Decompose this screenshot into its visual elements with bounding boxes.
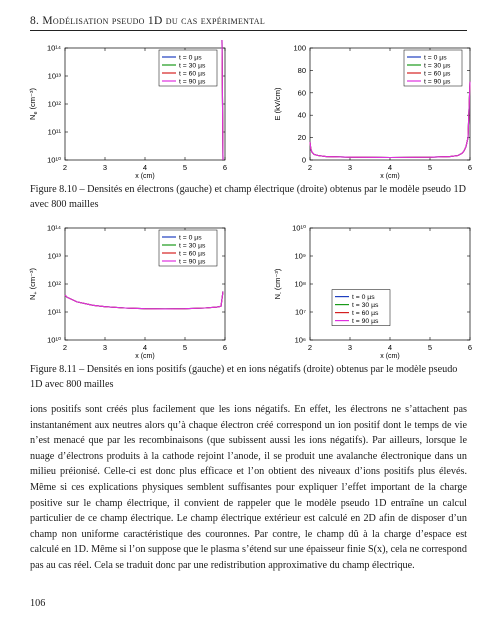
legend-label: t = 0 µs (179, 54, 202, 62)
figure-caption-8-10: Figure 8.10 – Densités en électrons (gauche) et champ électrique (droite) obtenus par le modèle pseudo 1D avec 800 mailles (30, 184, 466, 210)
series-line-1 (310, 82, 470, 158)
x-tick-label: 4 (142, 163, 148, 172)
legend-label: t = 0 µs (179, 234, 202, 242)
y-axis-label (273, 87, 282, 120)
x-axis-label: x (cm) (380, 173, 400, 180)
x-tick-label: 6 (467, 343, 473, 352)
figure-caption-8-11: Figure 8.11 – Densités en ions positifs (gauche) et en ions négatifs (droite) obtenus par le modèle pseudo 1D avec 800 mailles (30, 364, 458, 390)
running-head: 8. Modélisation pseudo 1D du cas expérimental (30, 15, 266, 27)
y-axis-label (28, 88, 39, 120)
y-axis-label-main: N (28, 114, 37, 120)
y-axis-label (28, 267, 39, 300)
legend-label: t = 60 µs (424, 70, 451, 78)
y-tick-label: 10¹⁰ (292, 223, 306, 233)
series-line-2 (65, 291, 223, 309)
y-tick-label: 10¹⁰ (47, 335, 61, 345)
series-line-1 (65, 291, 223, 309)
x-tick-label: 5 (427, 163, 433, 172)
y-tick-label: 100 (293, 43, 306, 53)
y-tick-label: 10¹⁴ (46, 43, 61, 53)
legend-label: t = 90 µs (179, 258, 206, 266)
x-tick-label: 3 (102, 343, 108, 352)
legend-label: t = 60 µs (179, 70, 206, 78)
legend-label: t = 60 µs (179, 250, 206, 258)
y-tick-label: 10¹⁰ (47, 155, 61, 165)
y-tick-label: 10⁸ (294, 279, 306, 289)
y-axis-label-main: N (273, 293, 282, 300)
series-line-3 (310, 82, 470, 158)
legend-label: t = 30 µs (424, 62, 451, 70)
legend-label: t = 90 µs (179, 78, 206, 86)
x-tick-label: 6 (222, 163, 228, 172)
y-axis-label-unit: (cm⁻³) (28, 267, 37, 290)
body-paragraph: ions positifs sont créés plus facilement que les ions négatifs. En effet, les électrons ne s’attachent pas instantanément aux neutres alors qu’à chaque électron créé correspond un ion positif dont le temps de vie n’est menacé que par les recombinaisons (que subissent aussi les ions négatifs). Par ailleurs, lorsque le nuage d’électrons produits à la cathode rejoint l’anode, il se produit une avalanche électronique dans un milieu préionisé. Celle-ci est donc plus efficace et l’on obtient des niveaux d’ions positifs plus élevés. Même si ces explications physiques semblent suffisantes pour expliquer l’effet important de la charge positive sur le champ électrique, il convient de rappeler que le modèle pseudo 1D entraîne un calcul particulier de ce champ électrique. Le champ électrique extérieur est calculé en 2D afin de disposer d’un champ non uniforme caractéristique des couronnes. Par contre, le champ dû à la charge d’espace est calculé en 1D. Même si l’on suppose que le plasma s’étend sur une épaisseur finie S(x), cela ne correspond pas au cas réel. Cela se traduit donc par une redistribution approximative du champ électrique. (30, 404, 467, 571)
y-axis-label (273, 268, 284, 299)
chart-positive-ion-density (0, 220, 245, 360)
legend-label: t = 0 µs (424, 54, 447, 62)
y-tick-label: 10¹³ (47, 251, 61, 261)
y-tick-label: 10¹² (47, 99, 61, 109)
x-axis-label: x (cm) (135, 353, 155, 360)
x-axis-label: x (cm) (380, 353, 400, 360)
x-tick-label: 2 (307, 343, 313, 352)
chart-negative-ion-density (245, 220, 495, 360)
y-tick-label: 10¹⁴ (46, 223, 61, 233)
x-tick-label: 2 (62, 343, 68, 352)
chart-electron-density (0, 40, 245, 180)
y-tick-label: 60 (297, 88, 306, 98)
x-tick-label: 2 (307, 163, 313, 172)
y-tick-label: 20 (297, 133, 306, 143)
x-tick-label: 3 (347, 163, 353, 172)
header-rule (30, 30, 467, 31)
y-axis-label-unit: (cm⁻³) (273, 268, 282, 291)
x-tick-label: 6 (222, 343, 228, 352)
legend-label: t = 30 µs (179, 242, 206, 250)
x-axis-label: x (cm) (135, 173, 155, 180)
x-tick-label: 5 (182, 163, 188, 172)
series-line-0 (65, 291, 223, 309)
y-axis-label-sub: e (33, 111, 39, 115)
x-tick-label: 3 (102, 163, 108, 172)
x-tick-label: 4 (387, 343, 393, 352)
legend-label: t = 30 µs (352, 302, 379, 310)
y-axis-label-main: E (kV/cm) (273, 87, 282, 121)
y-tick-label: 10¹³ (47, 71, 61, 81)
y-axis-label-sub: - (278, 292, 284, 294)
x-tick-label: 5 (427, 343, 433, 352)
x-tick-label: 5 (182, 343, 188, 352)
legend-label: t = 90 µs (352, 318, 379, 326)
page-number: 106 (30, 598, 46, 609)
legend-label: t = 30 µs (179, 62, 206, 70)
x-tick-label: 4 (142, 343, 148, 352)
y-tick-label: 10¹² (47, 279, 61, 289)
legend-label: t = 0 µs (352, 294, 375, 302)
y-tick-label: 80 (297, 65, 306, 75)
y-axis-label-unit: (cm⁻³) (28, 88, 37, 110)
x-tick-label: 4 (387, 163, 393, 172)
x-tick-label: 6 (467, 163, 473, 172)
legend-label: t = 60 µs (352, 310, 379, 318)
y-tick-label: 40 (297, 110, 306, 120)
series-line-3 (65, 291, 223, 309)
series-line-2 (310, 82, 470, 158)
y-tick-label: 10⁷ (294, 307, 306, 317)
y-tick-label: 0 (301, 155, 306, 165)
y-axis-label-sub: + (33, 291, 39, 295)
series-line-0 (310, 82, 470, 158)
y-axis-label-main: N (28, 294, 37, 301)
y-tick-label: 10⁹ (294, 251, 306, 261)
y-tick-label: 10¹¹ (47, 127, 61, 137)
x-tick-label: 3 (347, 343, 353, 352)
x-tick-label: 2 (62, 163, 68, 172)
legend-label: t = 90 µs (424, 78, 451, 86)
y-tick-label: 10¹¹ (47, 307, 61, 317)
y-tick-label: 10⁶ (294, 335, 306, 345)
chart-electric-field (245, 40, 495, 180)
